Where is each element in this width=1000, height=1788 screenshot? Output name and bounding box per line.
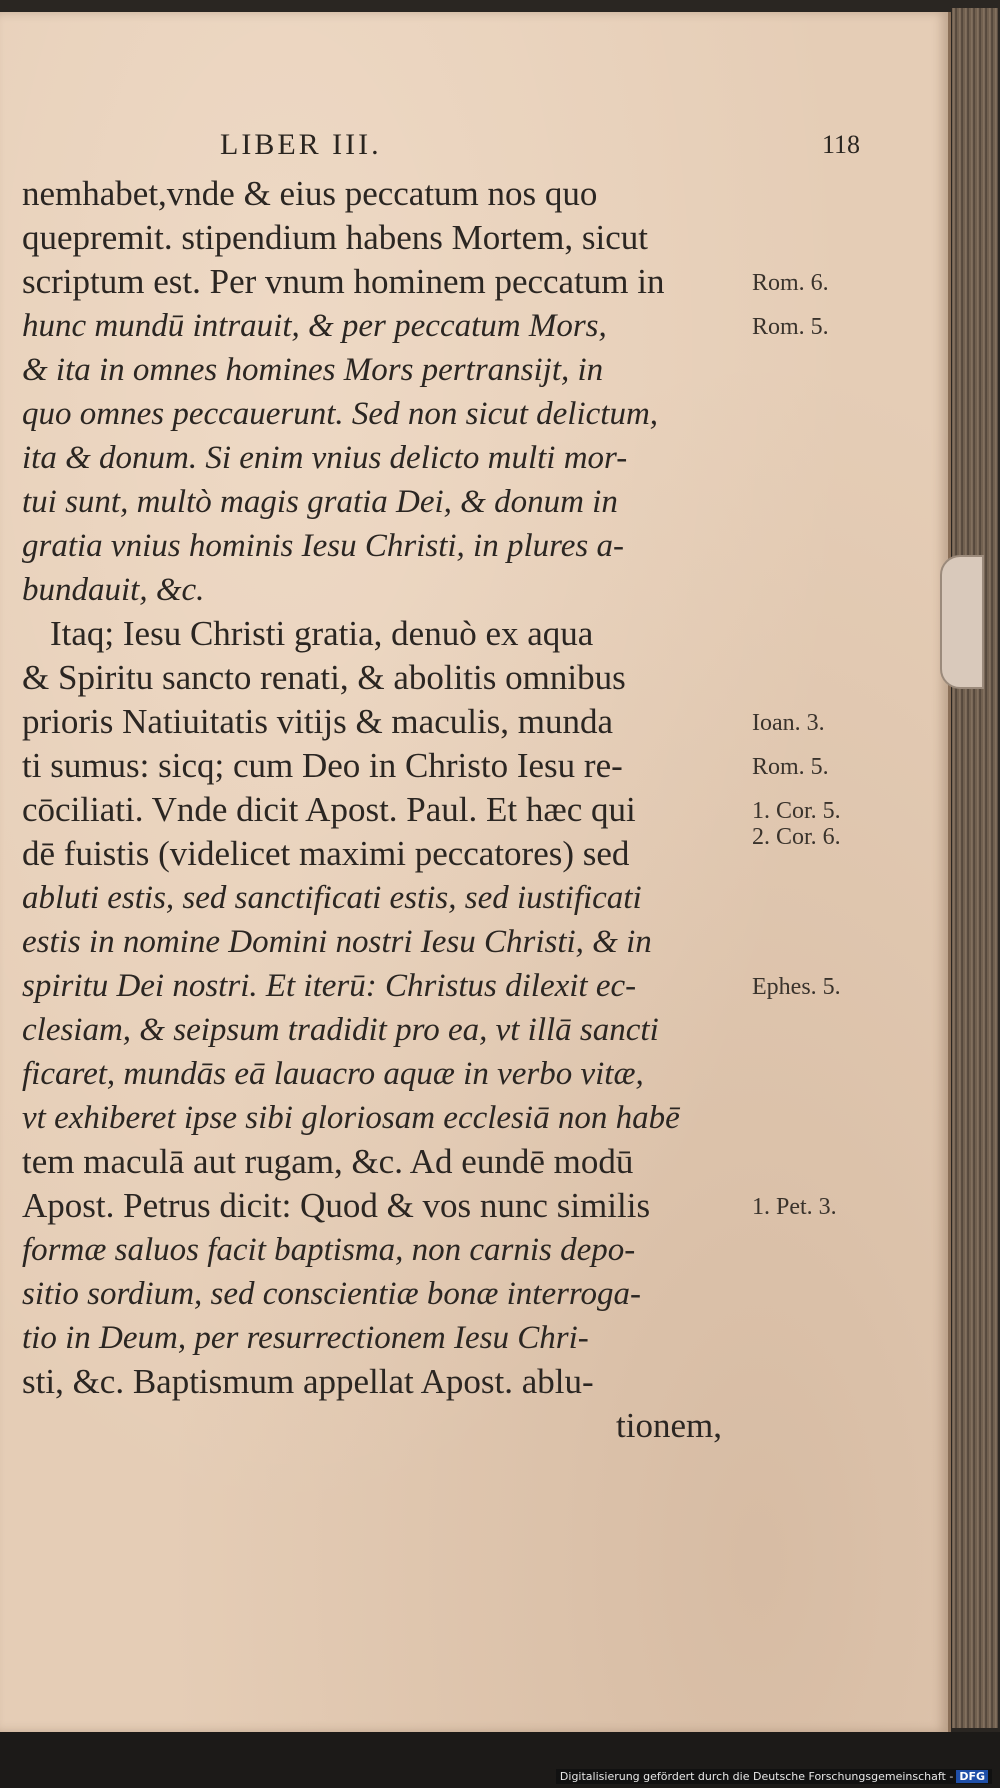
folio-number: 118: [821, 130, 860, 159]
text-line: abluti estis, sed sanctificati estis, sed iustificati: [22, 880, 642, 916]
margin-note: Ioan. 3.: [752, 710, 825, 736]
margin-note: Rom. 6.: [752, 270, 829, 296]
text-line: cōciliati. Vnde dicit Apost. Paul. Et hæc qui: [22, 790, 636, 829]
text-line: dē fuistis (videlicet maximi peccatores) sed: [22, 834, 630, 873]
bottom-band: [0, 1732, 1000, 1788]
text-line: sitio sordium, sed conscientiæ bonæ interroga-: [22, 1276, 642, 1312]
text-line: spiritu Dei nostri. Et iterū: Christus dilexit ec-: [22, 968, 637, 1004]
dfg-logo: DFG: [956, 1770, 988, 1783]
page-edges: [952, 8, 998, 1728]
text-line: ti sumus: sicq; cum Deo in Christo Iesu re-: [22, 746, 623, 785]
running-title: LIBER III.: [220, 128, 382, 161]
text-line: scriptum est. Per vnum hominem peccatum in: [22, 262, 665, 301]
text-line: formæ saluos facit baptisma, non carnis depo-: [22, 1232, 636, 1268]
text-line: quo omnes peccauerunt. Sed non sicut delictum,: [22, 396, 659, 432]
text-line: Itaq; Iesu Christi gratia, denuò ex aqua: [50, 614, 594, 653]
text-line: clesiam, & seipsum tradidit pro ea, vt illā sancti: [22, 1012, 659, 1048]
margin-note: Rom. 5.: [752, 314, 829, 340]
text-line: tui sunt, multò magis gratia Dei, & donum in: [22, 484, 618, 520]
margin-note: 1. Cor. 5.: [752, 798, 841, 824]
text-line: gratia vnius hominis Iesu Christi, in plures a-: [22, 528, 624, 564]
text-line: & ita in omnes homines Mors pertransijt, in: [22, 352, 604, 388]
text-line: nemhabet,vnde & eius peccatum nos quo: [22, 174, 598, 213]
text-line: vt exhiberet ipse sibi gloriosam ecclesiā non habē: [22, 1100, 680, 1136]
text-line: quepremit. stipendium habens Mortem, sicut: [22, 218, 649, 257]
margin-notes: [752, 12, 902, 1712]
text-line: estis in nomine Domini nostri Iesu Christi, & in: [22, 924, 652, 960]
text-line: tio in Deum, per resurrectionem Iesu Chri-: [22, 1320, 589, 1356]
digitization-credit: [556, 1769, 992, 1784]
text-line: ficaret, mundās eā lauacro aquæ in verbo vitæ,: [22, 1056, 644, 1092]
margin-note: Rom. 5.: [752, 754, 829, 780]
book-page: [0, 12, 951, 1732]
text-line: ita & donum. Si enim vnius delicto multi mor-: [22, 440, 628, 476]
page-clip: [940, 555, 984, 689]
margin-note: 1. Pet. 3.: [752, 1194, 837, 1220]
text-line: hunc mundū intrauit, & per peccatum Mors,: [22, 308, 607, 344]
text-line: sti, &c. Baptismum appellat Apost. ablu-: [22, 1362, 594, 1401]
text-line: Apost. Petrus dicit: Quod & vos nunc similis: [22, 1186, 651, 1225]
text-line: prioris Natiuitatis vitijs & maculis, munda: [22, 702, 614, 741]
text-line: tionem,: [616, 1406, 722, 1445]
credit-text: Digitalisierung gefördert durch die Deutsche Forschungsgemeinschaft -: [559, 1770, 954, 1783]
text-line: tem maculā aut rugam, &c. Ad eundē modū: [22, 1142, 634, 1181]
margin-note: Ephes. 5.: [752, 974, 841, 1000]
margin-note: 2. Cor. 6.: [752, 824, 841, 851]
body-text: [22, 172, 742, 1448]
text-line: bundauit, &c.: [22, 572, 205, 608]
text-line: & Spiritu sancto renati, & abolitis omnibus: [22, 658, 626, 697]
